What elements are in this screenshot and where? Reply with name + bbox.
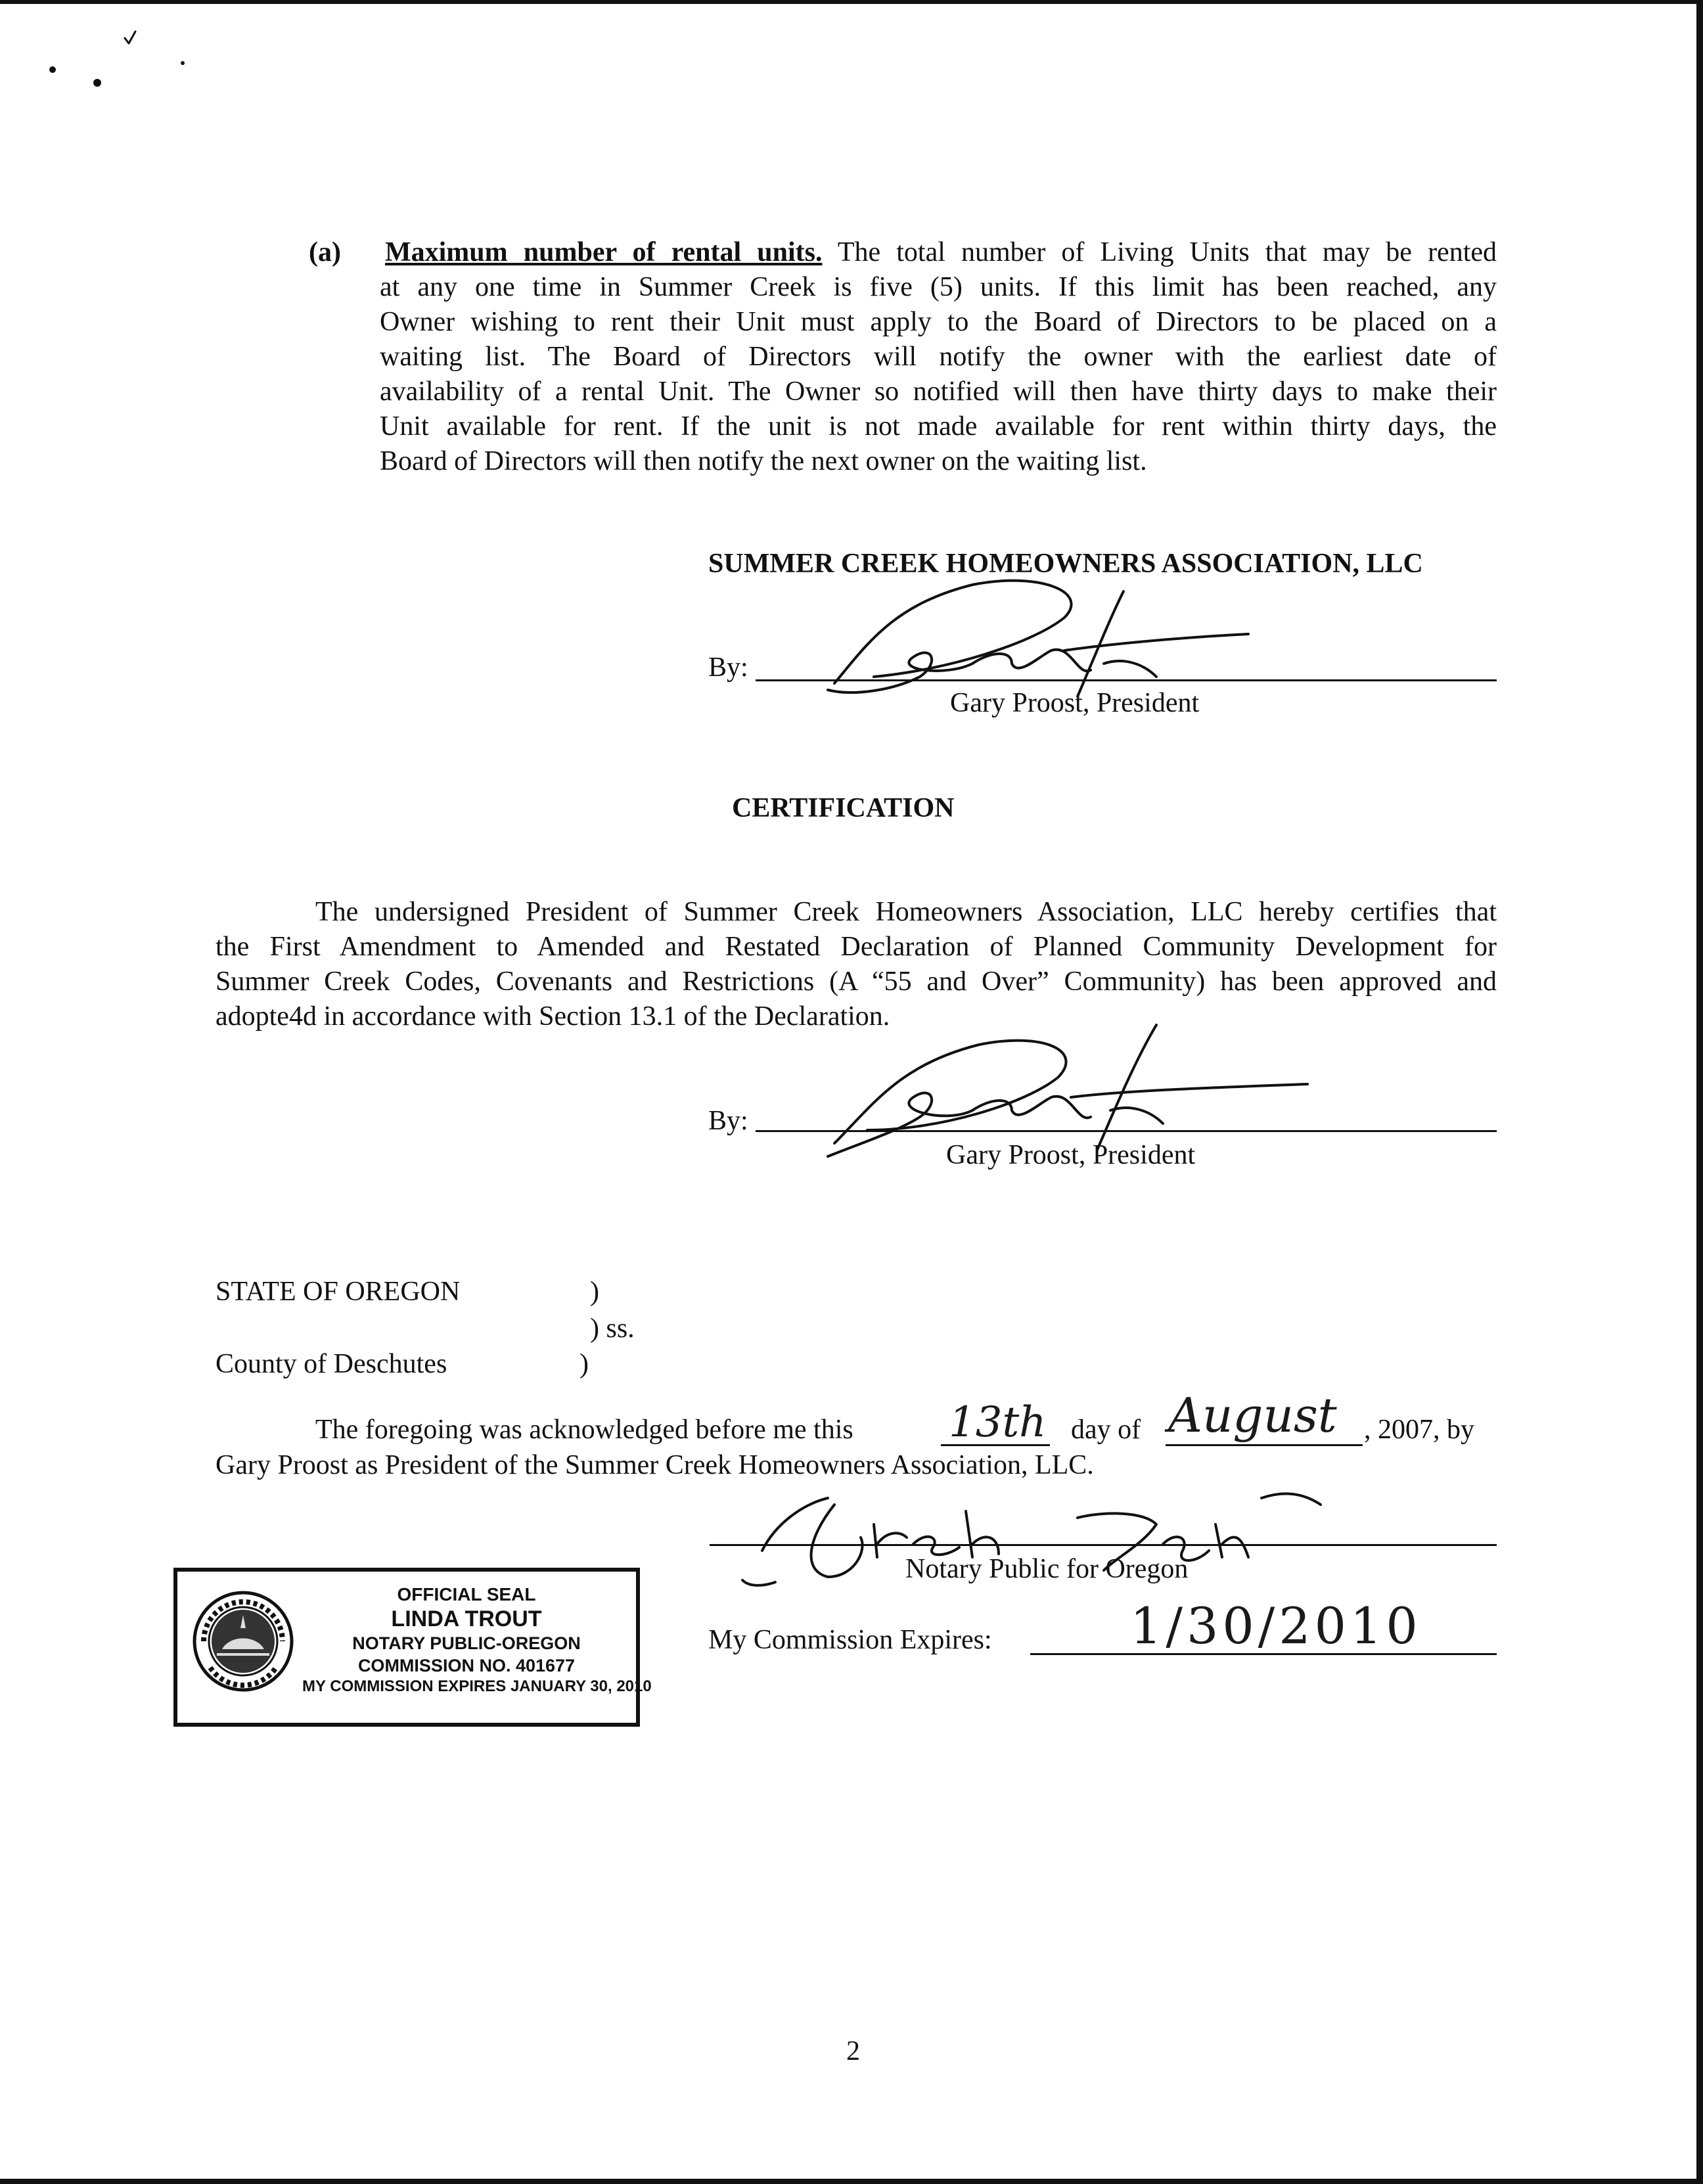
- venue-paren-3: ): [579, 1349, 589, 1379]
- month-blank-line: [1166, 1444, 1363, 1446]
- paragraph-a-label: (a): [309, 237, 341, 267]
- acknowledgment-part-1: The foregoing was acknowledged before me this: [315, 1415, 853, 1445]
- acknowledgment-line-2: Gary Proost as President of the Summer Creek Homeowners Association, LLC.: [216, 1450, 1094, 1480]
- signature-gary-proost-2: [808, 1012, 1321, 1170]
- handwritten-month: August: [1168, 1388, 1337, 1443]
- commission-label: My Commission Expires:: [708, 1625, 992, 1655]
- acknowledgment-part-3: , 2007, by: [1364, 1415, 1474, 1445]
- signature-gary-proost-1: [815, 565, 1275, 716]
- paragraph-a-line-3: Owner wishing to rent their Unit must apply to the Board of Directors to be placed on a: [380, 307, 1497, 337]
- handwritten-day: 13th: [949, 1398, 1047, 1447]
- paragraph-a-line-2: at any one time in Summer Creek is five (5) units. If this limit has been reached, any: [380, 272, 1497, 302]
- scan-specks: [26, 20, 210, 99]
- paragraph-a-line-7: Board of Directors will then notify the next owner on the waiting list.: [380, 446, 1147, 476]
- certification-line-3: Summer Creek Codes, Covenants and Restrictions (A “55 and Over” Community) has been approved and: [216, 967, 1497, 997]
- oregon-seal-emblem: [191, 1589, 296, 1694]
- certification-by-label: By:: [708, 1106, 748, 1136]
- certification-line-2: the First Amendment to Amended and Restated Declaration of Planned Community Development for: [216, 932, 1497, 962]
- venue-paren-1: ): [590, 1277, 599, 1307]
- paragraph-a-heading: Maximum number of rental units.: [385, 237, 823, 267]
- acknowledgment-part-2: day of: [1071, 1415, 1141, 1445]
- seal-line-2: LINDA TROUT: [391, 1606, 542, 1631]
- paragraph-a-line-4: waiting list. The Board of Directors will notify the owner with the earliest date of: [380, 342, 1497, 372]
- official-seal-stamp: [173, 1568, 652, 1727]
- association-title: SUMMER CREEK HOMEOWNERS ASSOCIATION, LLC: [708, 549, 1423, 579]
- certification-line-1: The undersigned President of Summer Creek Homeowners Association, LLC hereby certifies that: [315, 897, 1497, 927]
- seal-line-1: OFFICIAL SEAL: [397, 1584, 536, 1604]
- handwritten-commission-date: 1/30/2010: [1130, 1597, 1422, 1655]
- association-signer: Gary Proost, President: [950, 688, 1200, 718]
- paragraph-a-line-1: Maximum number of rental units. The total number of Living Units that may be rented: [385, 237, 1497, 267]
- certification-signer: Gary Proost, President: [946, 1140, 1196, 1170]
- certification-title: CERTIFICATION: [732, 793, 955, 823]
- venue-state: STATE OF OREGON: [216, 1277, 461, 1307]
- notary-label: Notary Public for Oregon: [905, 1554, 1189, 1584]
- page-number: 2: [846, 2036, 860, 2066]
- association-by-label: By:: [708, 652, 748, 683]
- venue-ss: ) ss.: [590, 1313, 635, 1344]
- paragraph-a-line-6: Unit available for rent. If the unit is not made available for rent within thirty days, the: [380, 411, 1497, 442]
- seal-line-3: NOTARY PUBLIC-OREGON: [352, 1633, 581, 1653]
- paragraph-a-line-5: availability of a rental Unit. The Owner so notified will then have thirty days to make their: [380, 376, 1497, 407]
- certification-line-4: adopte4d in accordance with Section 13.1 of the Declaration.: [216, 1001, 890, 1032]
- seal-line-5: MY COMMISSION EXPIRES JANUARY 30, 2010: [302, 1677, 652, 1695]
- seal-line-4: COMMISSION NO. 401677: [357, 1656, 576, 1675]
- venue-county: County of Deschutes: [216, 1349, 447, 1379]
